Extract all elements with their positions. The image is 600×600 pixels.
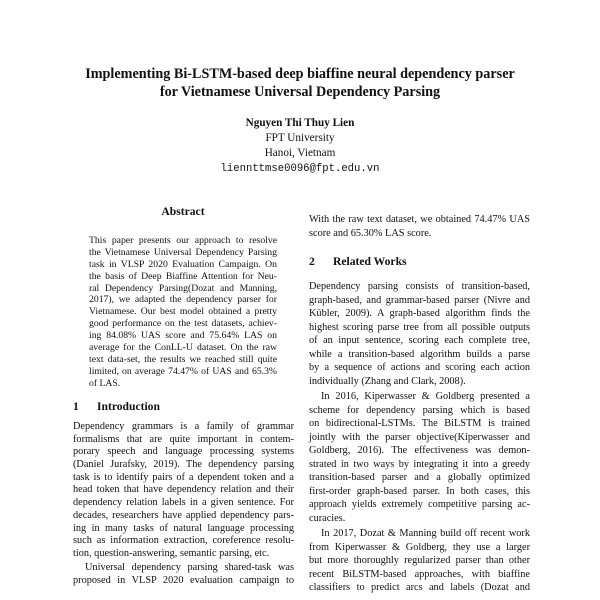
text-line: ing 84.08% UAS score and 75.64% LAS on [89,330,277,342]
section-title: Introduction [97,400,160,413]
text-line: dependency relation labels in a given sentence. For [73,497,294,509]
text-line: Dependency parsing consists of transition-based, [309,281,530,292]
text-line: individually (Zhang and Clark, 2008). [309,375,466,387]
contributions-paragraph-end [309,213,530,240]
text-line: ral Dependency Parsing(Dozat and Manning, [89,282,277,294]
text-line: jointly with the parser objective(Kiperwasser and [309,431,530,443]
text-line: scheme for dependency parsing which is based [309,404,530,416]
text-line: such as information extraction, coreference resolu- [73,535,294,547]
text-line: In 2016, Kiperwasser & Goldberg presented a [321,391,530,402]
text-line: transition-based parser and a globally optimized [309,472,530,483]
text-line: head token that have dependency relation and their [73,484,294,496]
text-line: With the raw text dataset, we obtained 74.47% UAS [309,214,530,225]
author-location: Hanoi, Vietnam [264,147,336,159]
text-line: task is to identify pairs of a dependent token and a [73,471,294,483]
author-name: Nguyen Thi Thuy Lien [245,117,355,129]
text-line: Vietnamese. Our best model obtained a pretty [89,306,277,318]
text-line: Dependency grammars is a family of grammar [73,421,294,432]
section-number: 2 [309,255,315,268]
text-line: by a sequence of actions and scoring each action [309,362,530,373]
intro-paragraph-1 [73,421,294,561]
text-line: This paper presents our approach to resolve [89,235,277,246]
related-paragraph-3 [309,527,530,595]
intro-paragraph-2 [73,562,294,587]
text-line: curacies. [309,512,346,524]
abstract-body [89,235,277,390]
text-line: limited, on average 74.47% of UAS and 65.3% [89,365,277,377]
text-line: from Kiperwasser & Goldberg, they use a larger [309,541,530,553]
section-title: Related Works [333,255,407,268]
text-line: good performance on the test datasets, achiev- [89,318,277,330]
text-line: graph-based, and grammar-based parser (Nivre and [309,294,530,306]
text-line: text data-set, the results we reached still quite [89,353,277,365]
text-line: first-order graph-based parser. In both cases, this [309,485,530,497]
section-2-heading [309,255,407,269]
text-line: Kübler, 2009). A graph-based algorithm finds the [309,308,530,319]
text-line: (Daniel Jurafsky, 2019). The dependency parsing [73,459,294,471]
author-affiliation: FPT University [265,132,335,144]
text-line: decades, researchers have applied dependency pars- [73,509,294,521]
text-line: strated in two ways by integrating it into a greedy [309,458,530,470]
text-line: recent BiLSTM-based approaches, with biaffine [309,568,530,580]
paper-title-line-1: Implementing Bi-LSTM-based deep biaffine neural dependency parser [85,66,515,82]
text-line: 2017), we adapted the dependency parser for [89,294,277,306]
text-line: but more thoroughly regularized parser than other [309,555,530,566]
abstract-heading: Abstract [161,205,205,218]
text-line: classifiers to predict arcs and labels (Dozat and [309,582,530,593]
text-line: the Vietnamese Universal Dependency Parsing [89,246,277,258]
text-line: score and 65.30% LAS score. [309,227,432,239]
text-line: approach yields extremely competitive parsing ac- [309,499,530,510]
text-line: ing in many tasks of natural language processing [73,522,294,534]
text-line: Universal dependency parsing shared-task was [85,562,294,573]
paper-title-line-2: for Vietnamese Universal Dependency Parsing [159,84,441,100]
text-line: highest scoring parse tree from all possible outputs [309,321,530,333]
related-paragraph-2 [309,390,530,525]
text-line: In 2017, Dozat & Manning build off recent work [321,528,530,539]
author-email: liennttmse0096@fpt.edu.vn [220,163,380,175]
text-line: while a transition-based algorithm builds a parse [309,348,530,360]
text-line: average for the ConLL-U dataset. On the raw [89,342,277,354]
text-line: tion, question-answering, semantic parsing, etc. [73,547,270,559]
section-number: 1 [73,400,79,413]
text-line: porary speech and language processing systems [73,446,294,458]
related-paragraph-1 [309,280,530,388]
text-line: of LAS. [89,377,121,389]
text-line: the basis of Deep Biaffine Attention for Neu- [89,270,277,282]
text-line: task in VLSP 2020 Evaluation Campaign. On [89,258,277,270]
text-line: of an input sentence, scoring each complete tree, [309,335,530,346]
section-1-heading [73,400,160,414]
text-line: Goldberg, 2016). The effectiveness was demon- [309,445,530,456]
text-line: proposed in VLSP 2020 evaluation campaign to [73,574,294,586]
text-line: on bidirectional-LSTMs. The BiLSTM is trained [309,418,530,429]
text-line: formalisms that are quite important in contem- [73,433,294,445]
